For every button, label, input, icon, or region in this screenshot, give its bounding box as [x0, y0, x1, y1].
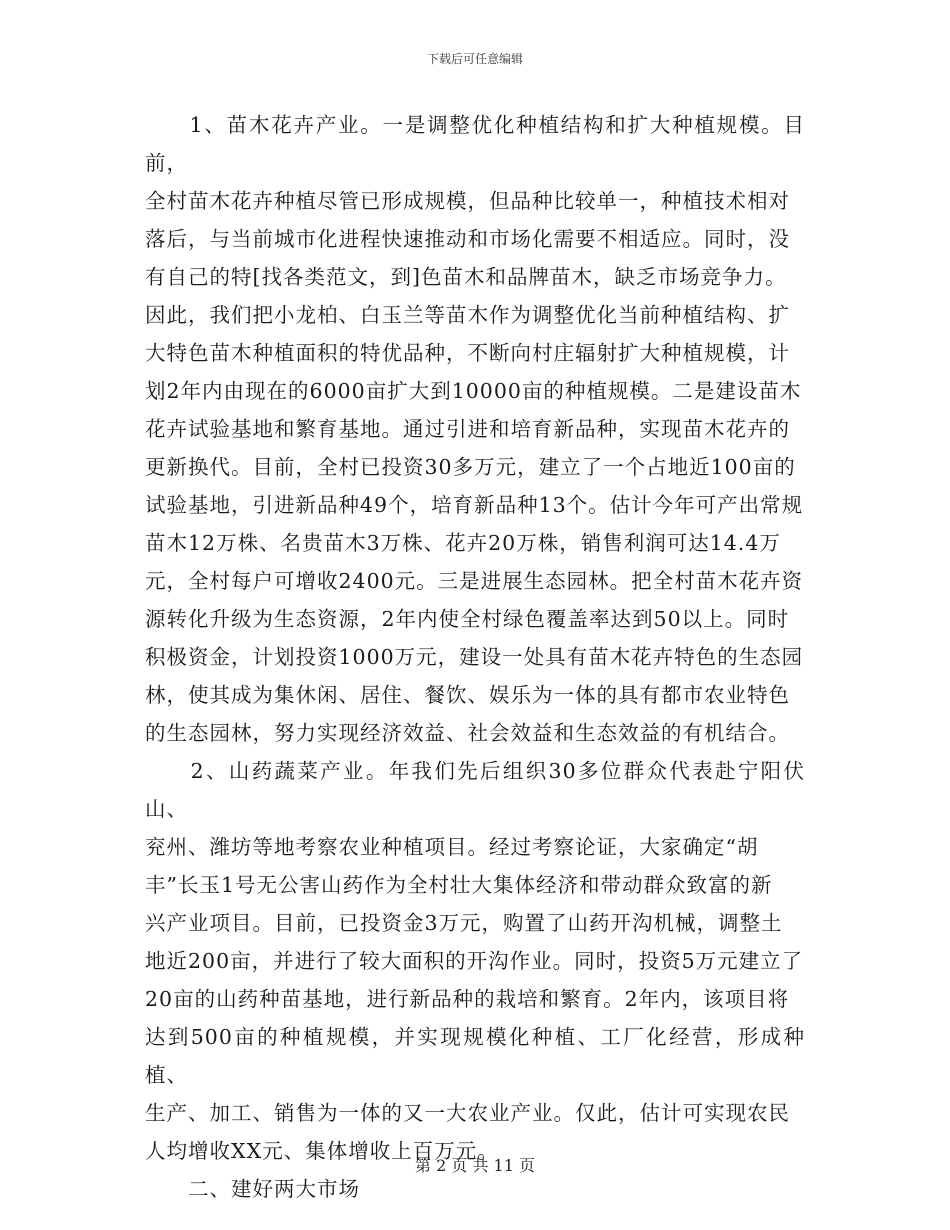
- text-line: 人均增收XX元、集体增收上百万元。: [145, 1139, 499, 1163]
- text-line: 地近200亩，并进行了较大面积的开沟作业。同时，投资5万元建立了: [145, 949, 804, 973]
- text-line: 生产、加工、销售为一体的又一大农业产业。仅此，估计可实现农民: [145, 1101, 790, 1125]
- text-line: 1、苗木花卉产业。一是调整优化种植结构和扩大种植规模。目前，: [145, 113, 805, 175]
- page-number: 第 2 页 共 11 页: [415, 1156, 535, 1175]
- text-line: 丰”长玉1号无公害山药作为全村壮大集体经济和带动群众致富的新: [145, 873, 773, 897]
- text-line: 花卉试验基地和繁育基地。通过引进和培育新品种，实现苗木花卉的: [145, 417, 790, 441]
- text-line: 林，使其成为集休闲、居住、餐饮、娱乐为一体的具有都市农业特色: [145, 683, 790, 707]
- document-body: [145, 106, 805, 1208]
- text-line: 全村苗木花卉种植尽管已形成规模，但品种比较单一，种植技术相对: [145, 189, 790, 213]
- text-line: 落后，与当前城市化进程快速推动和市场化需要不相适应。同时，没: [145, 227, 790, 251]
- text-line: 因此，我们把小龙柏、白玉兰等苗木作为调整优化当前种植结构、扩: [145, 303, 790, 327]
- text-line: 积极资金，计划投资1000万元，建设一处具有苗木花卉特色的生态园: [145, 645, 804, 669]
- text-line: 划2年内由现在的6000亩扩大到10000亩的种植规模。二是建设苗木: [145, 379, 802, 403]
- section-heading: 二、建好两大市场: [145, 1177, 360, 1201]
- text-line: 的生态园林，努力实现经济效益、社会效益和生态效益的有机结合。: [145, 721, 790, 745]
- text-line: 有自己的特[找各类范文，到]色苗木和品牌苗木，缺乏市场竞争力。: [145, 265, 787, 289]
- text-line: 兴产业项目。目前，已投资金3万元，购置了山药开沟机械，调整土: [145, 911, 783, 935]
- text-line: 苗木12万株、名贵苗木3万株、花卉20万株，销售利润可达14.4万: [145, 531, 781, 555]
- text-line: 源转化升级为生态资源，2年内使全村绿色覆盖率达到50以上。同时: [145, 607, 790, 631]
- page-header: 下载后可任意编辑: [426, 52, 523, 66]
- text-line: 试验基地，引进新品种49个，培育新品种13个。估计今年可产出常规: [145, 493, 804, 517]
- text-line: 大特色苗木种植面积的特优品种，不断向村庄辐射扩大种植规模，计: [145, 341, 790, 365]
- text-line: 2、山药蔬菜产业。年我们先后组织30多位群众代表赴宁阳伏山、: [145, 759, 805, 821]
- text-line: 元，全村每户可增收2400元。三是进展生态园林。把全村苗木花卉资: [145, 569, 804, 593]
- text-line: 达到500亩的种植规模，并实现规模化种植、工厂化经营，形成种植、: [145, 1025, 805, 1087]
- text-line: 20亩的山药种苗基地，进行新品种的栽培和繁育。2年内，该项目将: [145, 987, 790, 1011]
- text-line: 更新换代。目前，全村已投资30多万元，建立了一个占地近100亩的: [145, 455, 796, 479]
- text-line: 兖州、潍坊等地考察农业种植项目。经过考察论证，大家确定“胡: [145, 835, 759, 859]
